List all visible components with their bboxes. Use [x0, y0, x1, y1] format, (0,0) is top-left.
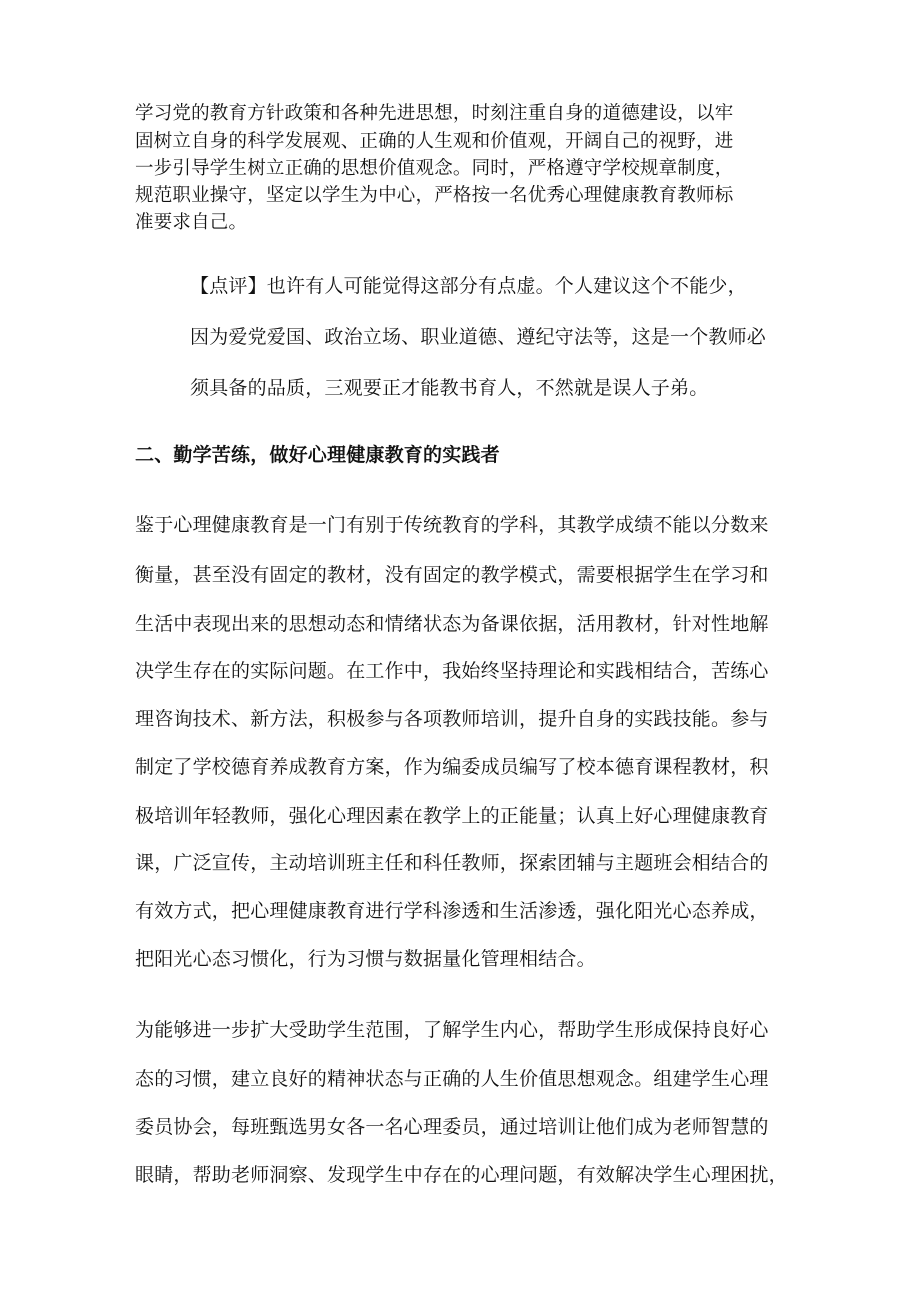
practice-line-2: 衡量，甚至没有固定的教材，没有固定的教学模式，需要根据学生在学习和 [135, 564, 769, 586]
practice-line-4: 决学生存在的实际问题。在工作中，我始终坚持理论和实践相结合，苦练心 [135, 660, 769, 682]
committee-line-2: 态的习惯，建立良好的精神状态与正确的人生价值思想观念。组建学生心理 [135, 1068, 769, 1090]
practice-line-8: 课，广泛宣传，主动培训班主任和科任教师，探索团辅与主题班会相结合的 [135, 852, 769, 874]
intro-line-4: 规范职业操守，坚定以学生为中心，严格按一名优秀心理健康教育教师标 [135, 185, 734, 206]
intro-line-5: 准要求自己。 [135, 212, 248, 233]
intro-line-2: 固树立自身的科学发展观、正确的人生观和价值观，开阔自己的视野，进 [135, 131, 734, 152]
intro-line-1: 学习党的教育方针政策和各种先进思想，时刻注重自身的道德建设，以牢 [135, 103, 734, 124]
practice-line-9: 有效方式，把心理健康教育进行学科渗透和生活渗透，强化阳光心态养成， [135, 900, 769, 922]
committee-line-4: 眼睛，帮助老师洞察、发现学生中存在的心理问题，有效解决学生心理困扰， [135, 1164, 788, 1186]
comment-line-1: 【点评】也许有人可能觉得这部分有点虚。个人建议这个不能少， [190, 275, 747, 297]
practice-line-10: 把阳光心态习惯化，行为习惯与数据量化管理相结合。 [135, 948, 596, 970]
practice-line-3: 生活中表现出来的思想动态和情绪状态为备课依据，活用教材，针对性地解 [135, 613, 769, 635]
comment-line-3: 须具备的品质，三观要正才能教书育人，不然就是误人子弟。 [190, 377, 709, 399]
intro-line-3: 一步引导学生树立正确的思想价值观念。同时，严格遵守学校规章制度， [135, 158, 734, 179]
comment-line-2: 因为爱党爱国、政治立场、职业道德、遵纪守法等，这是一个教师必 [190, 326, 767, 348]
practice-line-7: 极培训年轻教师，强化心理因素在教学上的正能量；认真上好心理健康教育 [135, 805, 769, 827]
practice-line-6: 制定了学校德育养成教育方案，作为编委成员编写了校本德育课程教材，积 [135, 756, 769, 778]
committee-line-3: 委员协会，每班甄选男女各一名心理委员，通过培训让他们成为老师智慧的 [135, 1116, 769, 1138]
practice-line-5: 理咨询技术、新方法，积极参与各项教师培训，提升自身的实践技能。参与 [135, 708, 769, 730]
section-heading: 二、勤学苦练，做好心理健康教育的实践者 [135, 444, 500, 466]
committee-line-1: 为能够进一步扩大受助学生范围，了解学生内心，帮助学生形成保持良好心 [135, 1019, 769, 1041]
practice-line-1: 鉴于心理健康教育是一门有别于传统教育的学科，其教学成绩不能以分数来 [135, 514, 769, 536]
